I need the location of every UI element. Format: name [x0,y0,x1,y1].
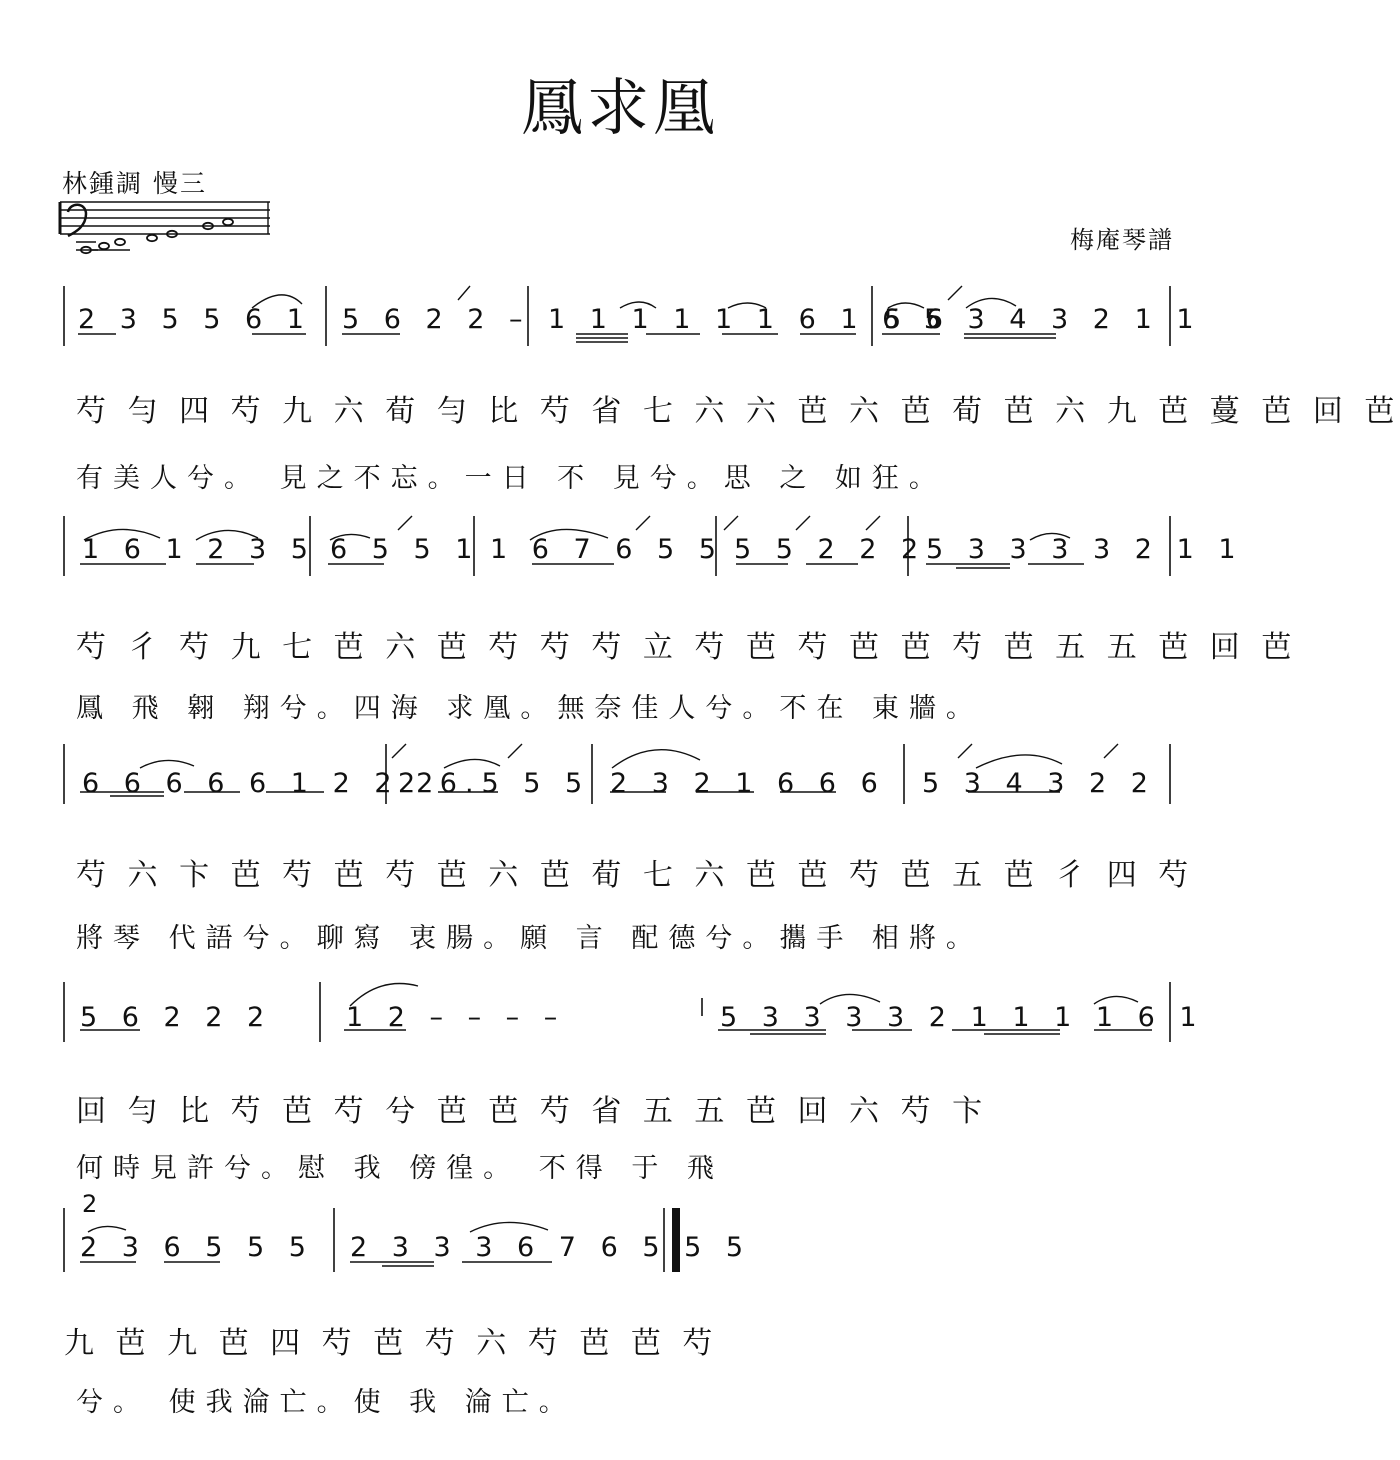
tuning-staff [58,196,278,264]
bass-clef-icon [58,196,278,260]
page-title: 鳳求凰 [520,71,719,144]
tablature-line-2: 芍 彳 芍 九 七 芭 六 芭 芍 芍 芍 立 芍 芭 芍 芭 芭 芍 芭 五 五 芭 回 芭 [76,630,1298,665]
lyrics-line-4: 何時見許兮。慰 我 傍徨。 不得 于 飛 [76,1153,724,1184]
tablature-line-5: 九 芭 九 芭 四 芍 芭 芍 六 芍 芭 芭 芍 [64,1326,719,1361]
measure-2-1: 1 6 1 2 3 5 [82,534,316,565]
lyrics-line-3: 將琴 代語兮。聊寫 衷腸。願 言 配德兮。攜手 相將。 [76,923,983,954]
tuning-mode-label: 林鍾調 慢三 [62,169,207,198]
measure-1-3: 1 1 1 1 1 1 6 1 6 5 [548,304,950,335]
tablature-line-1: 芍 勻 四 芍 九 六 荀 勻 比 芍 省 七 六 六 芭 六 芭 荀 芭 六 九 芭 蔓 芭 回 芭 [76,394,1400,429]
measure-2-2: 6 5 5 1 [330,534,481,565]
measure-4-2: 1 2 – – – – [346,1002,566,1033]
measure-4-1: 5 6 2 2 2 [80,1002,273,1033]
measure-3-1: 6 6 6 6 6 1 2 2 2 [82,768,442,799]
tablature-line-4: 回 勻 比 芍 芭 芍 兮 芭 芭 芍 省 五 五 芭 回 六 芍 卞 [76,1094,989,1129]
measure-3-2: 2 6.5 5 5 [398,768,591,799]
measure-1-1: 2 3 5 5 6 1 [78,304,312,335]
source-attribution: 梅庵琴譜 [1070,226,1174,254]
measure-1-2: 5 6 2 2 – [342,304,531,335]
measure-3-4: 5 3 4 3 2 2 [922,768,1156,799]
tablature-line-3: 芍 六 卞 芭 芍 芭 芍 芭 六 芭 荀 七 六 芭 芭 芍 芭 五 芭 彳 四 芍 [76,858,1195,893]
measure-1-4: 5 6 3 4 3 2 1 1 [884,304,1202,335]
lyrics-line-2: 鳳 飛 翱 翔兮。四海 求凰。無奈佳人兮。不在 東牆。 [76,693,983,724]
measure-5-1: 2 3 6 5 5 5 [80,1232,314,1263]
measure-2-4: 5 5 2 2 2 [734,534,927,565]
measure-3-3: 2 3 2 1 6 6 6 [610,768,886,799]
measure-5-2: 2 3 3 3 6 7 6 5 5 5 [350,1232,752,1263]
lyrics-line-1: 有美人兮。 見之不忘。一日 不 見兮。思 之 如狂。 [76,463,946,494]
second-ending-label: 2 [82,1190,98,1218]
measure-4-3: 5 3 3 3 3 2 1 1 1 1 6 1 [720,1002,1205,1033]
measure-2-3: 1 6 7 6 5 5 [490,534,724,565]
measure-2-5: 5 3 3 3 3 2 1 1 [926,534,1244,565]
lyrics-line-5: 兮。 使我淪亡。使 我 淪亡。 [76,1387,576,1418]
